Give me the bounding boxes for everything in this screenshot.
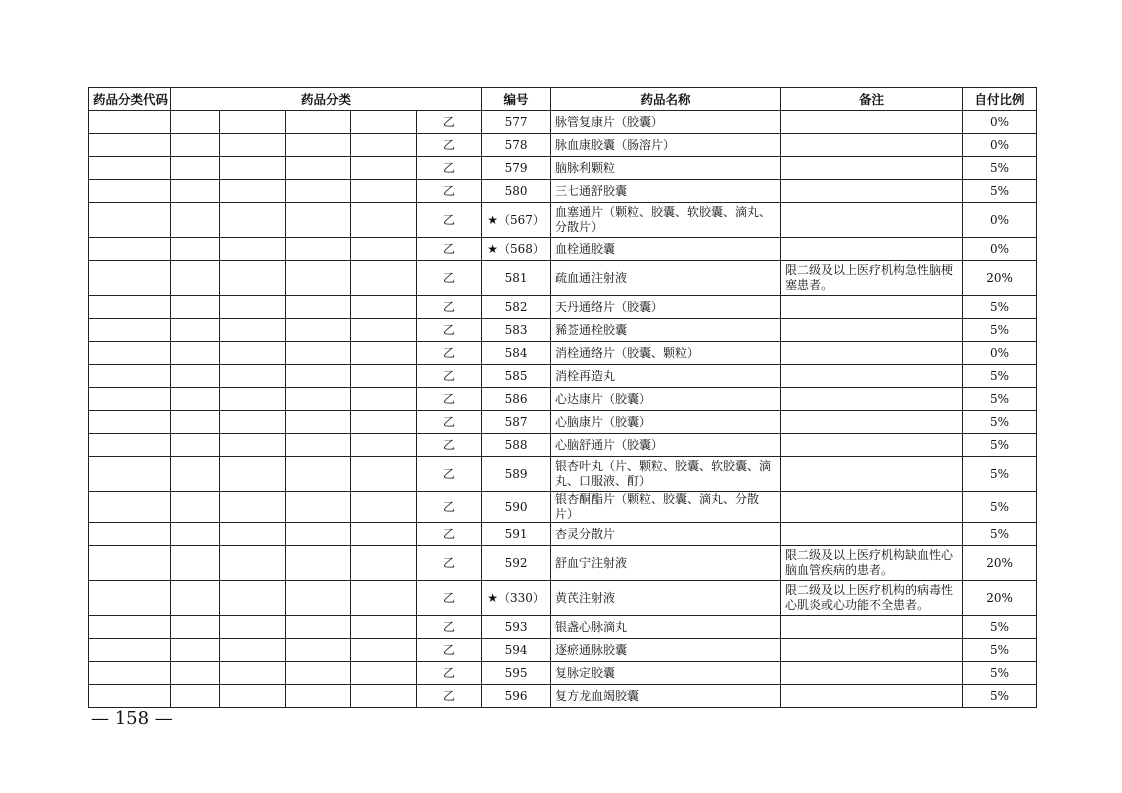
cell-cat-3 xyxy=(286,203,351,238)
cell-class: 乙 xyxy=(417,111,482,134)
cell-number: 582 xyxy=(482,296,551,319)
cell-note xyxy=(781,523,963,546)
cell-cat-2 xyxy=(220,319,286,342)
cell-cat-3 xyxy=(286,434,351,457)
cell-cat-4 xyxy=(351,157,417,180)
cell-cat-4 xyxy=(351,296,417,319)
cell-cat-2 xyxy=(220,342,286,365)
cell-cat-4 xyxy=(351,616,417,639)
table-row xyxy=(89,492,1037,523)
cell-cat-4 xyxy=(351,365,417,388)
cell-name: 血栓通胶囊 xyxy=(551,238,781,261)
cell-cat-1 xyxy=(171,523,220,546)
cell-name: 心达康片（胶囊） xyxy=(551,388,781,411)
cell-cat-2 xyxy=(220,180,286,203)
cell-cat-2 xyxy=(220,523,286,546)
cell-code xyxy=(89,365,171,388)
cell-number: 583 xyxy=(482,319,551,342)
cell-number: 591 xyxy=(482,523,551,546)
cell-cat-1 xyxy=(171,134,220,157)
cell-class: 乙 xyxy=(417,492,482,523)
cell-code xyxy=(89,134,171,157)
cell-cat-3 xyxy=(286,616,351,639)
cell-class: 乙 xyxy=(417,411,482,434)
cell-cat-1 xyxy=(171,546,220,581)
table-row xyxy=(89,662,1037,685)
cell-note xyxy=(781,411,963,434)
cell-cat-4 xyxy=(351,492,417,523)
cell-ratio: 5% xyxy=(963,296,1037,319)
cell-code xyxy=(89,111,171,134)
cell-class: 乙 xyxy=(417,134,482,157)
cell-cat-2 xyxy=(220,157,286,180)
cell-cat-1 xyxy=(171,296,220,319)
cell-cat-4 xyxy=(351,342,417,365)
cell-note xyxy=(781,134,963,157)
cell-ratio: 5% xyxy=(963,685,1037,708)
cell-class: 乙 xyxy=(417,639,482,662)
page-number: — 158 — xyxy=(91,708,173,729)
cell-code xyxy=(89,616,171,639)
cell-cat-3 xyxy=(286,388,351,411)
cell-ratio: 20% xyxy=(963,581,1037,616)
cell-ratio: 0% xyxy=(963,238,1037,261)
cell-name: 复脉定胶囊 xyxy=(551,662,781,685)
cell-number: ★（567） xyxy=(482,203,551,238)
cell-cat-4 xyxy=(351,261,417,296)
cell-name: 三七通舒胶囊 xyxy=(551,180,781,203)
cell-cat-3 xyxy=(286,492,351,523)
table-row xyxy=(89,581,1037,616)
cell-ratio: 20% xyxy=(963,546,1037,581)
drug-catalog-table xyxy=(88,87,1037,708)
cell-number: 580 xyxy=(482,180,551,203)
cell-cat-4 xyxy=(351,662,417,685)
cell-note xyxy=(781,342,963,365)
cell-cat-1 xyxy=(171,434,220,457)
cell-cat-1 xyxy=(171,411,220,434)
cell-class: 乙 xyxy=(417,238,482,261)
cell-name: 血塞通片（颗粒、胶囊、软胶囊、滴丸、分散片） xyxy=(551,203,781,238)
cell-ratio: 5% xyxy=(963,616,1037,639)
header-note: 备注 xyxy=(781,88,963,111)
cell-name: 消栓通络片（胶囊、颗粒） xyxy=(551,342,781,365)
cell-class: 乙 xyxy=(417,261,482,296)
cell-number: ★（330） xyxy=(482,581,551,616)
cell-class: 乙 xyxy=(417,523,482,546)
cell-note xyxy=(781,457,963,492)
cell-cat-1 xyxy=(171,111,220,134)
cell-number: 596 xyxy=(482,685,551,708)
cell-cat-3 xyxy=(286,685,351,708)
cell-code xyxy=(89,238,171,261)
cell-code xyxy=(89,685,171,708)
table-row xyxy=(89,111,1037,134)
cell-number: 577 xyxy=(482,111,551,134)
cell-ratio: 5% xyxy=(963,157,1037,180)
table-row xyxy=(89,388,1037,411)
cell-cat-4 xyxy=(351,134,417,157)
cell-ratio: 20% xyxy=(963,261,1037,296)
cell-note xyxy=(781,616,963,639)
cell-code xyxy=(89,523,171,546)
cell-cat-1 xyxy=(171,639,220,662)
cell-note xyxy=(781,388,963,411)
header-code: 药品分类代码 xyxy=(89,88,171,111)
cell-cat-3 xyxy=(286,662,351,685)
cell-number: 581 xyxy=(482,261,551,296)
cell-note xyxy=(781,639,963,662)
table-row xyxy=(89,261,1037,296)
cell-code xyxy=(89,457,171,492)
cell-name: 杏灵分散片 xyxy=(551,523,781,546)
cell-class: 乙 xyxy=(417,581,482,616)
cell-code xyxy=(89,342,171,365)
cell-class: 乙 xyxy=(417,319,482,342)
cell-ratio: 5% xyxy=(963,639,1037,662)
cell-cat-2 xyxy=(220,662,286,685)
cell-name: 复方龙血竭胶囊 xyxy=(551,685,781,708)
cell-cat-4 xyxy=(351,434,417,457)
table-row xyxy=(89,434,1037,457)
cell-note xyxy=(781,365,963,388)
table-row xyxy=(89,134,1037,157)
cell-cat-3 xyxy=(286,111,351,134)
cell-number: 579 xyxy=(482,157,551,180)
cell-code xyxy=(89,180,171,203)
cell-cat-3 xyxy=(286,296,351,319)
cell-cat-4 xyxy=(351,388,417,411)
cell-cat-2 xyxy=(220,457,286,492)
cell-name: 消栓再造丸 xyxy=(551,365,781,388)
cell-cat-3 xyxy=(286,523,351,546)
table-header-row xyxy=(89,88,1037,111)
cell-cat-4 xyxy=(351,411,417,434)
header-name: 药品名称 xyxy=(551,88,781,111)
cell-class: 乙 xyxy=(417,296,482,319)
cell-number: 585 xyxy=(482,365,551,388)
cell-number: 594 xyxy=(482,639,551,662)
cell-cat-2 xyxy=(220,685,286,708)
cell-cat-4 xyxy=(351,685,417,708)
cell-code xyxy=(89,261,171,296)
cell-cat-2 xyxy=(220,134,286,157)
cell-cat-1 xyxy=(171,388,220,411)
cell-class: 乙 xyxy=(417,388,482,411)
cell-ratio: 5% xyxy=(963,523,1037,546)
cell-class: 乙 xyxy=(417,457,482,492)
table-body xyxy=(89,111,1037,708)
cell-note xyxy=(781,157,963,180)
cell-name: 银杏酮酯片（颗粒、胶囊、滴丸、分散片） xyxy=(551,492,781,523)
table-row xyxy=(89,180,1037,203)
cell-ratio: 0% xyxy=(963,342,1037,365)
cell-cat-1 xyxy=(171,662,220,685)
cell-name: 脉血康胶囊（肠溶片） xyxy=(551,134,781,157)
cell-name: 天丹通络片（胶囊） xyxy=(551,296,781,319)
cell-cat-3 xyxy=(286,411,351,434)
cell-cat-1 xyxy=(171,203,220,238)
table-row xyxy=(89,342,1037,365)
cell-number: 587 xyxy=(482,411,551,434)
cell-name: 心脑康片（胶囊） xyxy=(551,411,781,434)
cell-cat-1 xyxy=(171,616,220,639)
cell-number: ★（568） xyxy=(482,238,551,261)
cell-cat-4 xyxy=(351,180,417,203)
cell-class: 乙 xyxy=(417,546,482,581)
cell-class: 乙 xyxy=(417,662,482,685)
cell-cat-3 xyxy=(286,342,351,365)
cell-note xyxy=(781,434,963,457)
cell-ratio: 0% xyxy=(963,203,1037,238)
cell-name: 疏血通注射液 xyxy=(551,261,781,296)
table-row xyxy=(89,411,1037,434)
header-number: 编号 xyxy=(482,88,551,111)
cell-cat-4 xyxy=(351,581,417,616)
table-row xyxy=(89,203,1037,238)
cell-name: 银盏心脉滴丸 xyxy=(551,616,781,639)
cell-cat-1 xyxy=(171,581,220,616)
cell-name: 豨莶通栓胶囊 xyxy=(551,319,781,342)
table-row xyxy=(89,639,1037,662)
cell-cat-1 xyxy=(171,261,220,296)
cell-ratio: 5% xyxy=(963,662,1037,685)
drug-table-container xyxy=(88,87,1036,708)
cell-name: 心脑舒通片（胶囊） xyxy=(551,434,781,457)
cell-cat-2 xyxy=(220,492,286,523)
cell-cat-3 xyxy=(286,581,351,616)
cell-name: 逐瘀通脉胶囊 xyxy=(551,639,781,662)
cell-class: 乙 xyxy=(417,342,482,365)
table-row xyxy=(89,685,1037,708)
cell-number: 590 xyxy=(482,492,551,523)
cell-ratio: 0% xyxy=(963,134,1037,157)
cell-ratio: 0% xyxy=(963,111,1037,134)
cell-code xyxy=(89,411,171,434)
cell-note: 限二级及以上医疗机构急性脑梗塞患者。 xyxy=(781,261,963,296)
table-row xyxy=(89,296,1037,319)
cell-cat-3 xyxy=(286,180,351,203)
cell-code xyxy=(89,388,171,411)
cell-code xyxy=(89,492,171,523)
cell-note xyxy=(781,180,963,203)
cell-ratio: 5% xyxy=(963,434,1037,457)
cell-number: 593 xyxy=(482,616,551,639)
cell-note xyxy=(781,685,963,708)
cell-note xyxy=(781,111,963,134)
cell-number: 588 xyxy=(482,434,551,457)
cell-number: 595 xyxy=(482,662,551,685)
cell-cat-2 xyxy=(220,411,286,434)
table-row xyxy=(89,365,1037,388)
cell-code xyxy=(89,581,171,616)
cell-cat-3 xyxy=(286,157,351,180)
cell-cat-2 xyxy=(220,639,286,662)
cell-cat-2 xyxy=(220,434,286,457)
cell-class: 乙 xyxy=(417,180,482,203)
cell-class: 乙 xyxy=(417,203,482,238)
cell-cat-1 xyxy=(171,342,220,365)
cell-name: 脑脉利颗粒 xyxy=(551,157,781,180)
cell-class: 乙 xyxy=(417,365,482,388)
cell-cat-2 xyxy=(220,111,286,134)
cell-cat-4 xyxy=(351,238,417,261)
cell-name: 脉管复康片（胶囊） xyxy=(551,111,781,134)
cell-ratio: 5% xyxy=(963,319,1037,342)
cell-code xyxy=(89,157,171,180)
cell-cat-1 xyxy=(171,492,220,523)
cell-cat-4 xyxy=(351,546,417,581)
cell-cat-4 xyxy=(351,203,417,238)
cell-cat-3 xyxy=(286,639,351,662)
cell-ratio: 5% xyxy=(963,365,1037,388)
cell-cat-4 xyxy=(351,111,417,134)
cell-note xyxy=(781,662,963,685)
table-row xyxy=(89,616,1037,639)
cell-cat-1 xyxy=(171,157,220,180)
cell-code xyxy=(89,203,171,238)
cell-cat-1 xyxy=(171,238,220,261)
cell-cat-3 xyxy=(286,319,351,342)
cell-code xyxy=(89,546,171,581)
cell-cat-1 xyxy=(171,319,220,342)
cell-code xyxy=(89,319,171,342)
cell-class: 乙 xyxy=(417,434,482,457)
table-row xyxy=(89,238,1037,261)
cell-note xyxy=(781,238,963,261)
cell-number: 578 xyxy=(482,134,551,157)
cell-code xyxy=(89,639,171,662)
cell-class: 乙 xyxy=(417,157,482,180)
cell-cat-4 xyxy=(351,523,417,546)
cell-code xyxy=(89,662,171,685)
cell-cat-2 xyxy=(220,388,286,411)
cell-class: 乙 xyxy=(417,685,482,708)
cell-class: 乙 xyxy=(417,616,482,639)
cell-cat-3 xyxy=(286,261,351,296)
cell-note xyxy=(781,492,963,523)
cell-cat-2 xyxy=(220,238,286,261)
cell-cat-3 xyxy=(286,238,351,261)
cell-ratio: 5% xyxy=(963,411,1037,434)
cell-cat-2 xyxy=(220,546,286,581)
header-category: 药品分类 xyxy=(171,88,482,111)
cell-cat-4 xyxy=(351,319,417,342)
cell-name: 黄芪注射液 xyxy=(551,581,781,616)
cell-cat-4 xyxy=(351,457,417,492)
cell-cat-2 xyxy=(220,365,286,388)
cell-cat-2 xyxy=(220,616,286,639)
cell-cat-3 xyxy=(286,365,351,388)
cell-ratio: 5% xyxy=(963,492,1037,523)
table-row xyxy=(89,523,1037,546)
cell-cat-2 xyxy=(220,581,286,616)
table-row xyxy=(89,546,1037,581)
cell-name: 舒血宁注射液 xyxy=(551,546,781,581)
cell-cat-1 xyxy=(171,180,220,203)
cell-code xyxy=(89,296,171,319)
cell-cat-3 xyxy=(286,134,351,157)
header-ratio: 自付比例 xyxy=(963,88,1037,111)
cell-cat-2 xyxy=(220,261,286,296)
cell-cat-1 xyxy=(171,685,220,708)
cell-note: 限二级及以上医疗机构缺血性心脑血管疾病的患者。 xyxy=(781,546,963,581)
cell-number: 586 xyxy=(482,388,551,411)
table-row xyxy=(89,457,1037,492)
cell-code xyxy=(89,434,171,457)
cell-cat-3 xyxy=(286,546,351,581)
cell-cat-1 xyxy=(171,457,220,492)
table-row xyxy=(89,157,1037,180)
cell-number: 589 xyxy=(482,457,551,492)
cell-cat-4 xyxy=(351,639,417,662)
cell-name: 银杏叶丸（片、颗粒、胶囊、软胶囊、滴丸、口服液、酊） xyxy=(551,457,781,492)
cell-cat-2 xyxy=(220,203,286,238)
cell-number: 584 xyxy=(482,342,551,365)
cell-ratio: 5% xyxy=(963,457,1037,492)
cell-note xyxy=(781,319,963,342)
cell-ratio: 5% xyxy=(963,180,1037,203)
cell-cat-3 xyxy=(286,457,351,492)
cell-ratio: 5% xyxy=(963,388,1037,411)
cell-note: 限二级及以上医疗机构的病毒性心肌炎或心功能不全患者。 xyxy=(781,581,963,616)
table-row xyxy=(89,319,1037,342)
cell-cat-1 xyxy=(171,365,220,388)
cell-note xyxy=(781,203,963,238)
cell-note xyxy=(781,296,963,319)
cell-number: 592 xyxy=(482,546,551,581)
cell-cat-2 xyxy=(220,296,286,319)
